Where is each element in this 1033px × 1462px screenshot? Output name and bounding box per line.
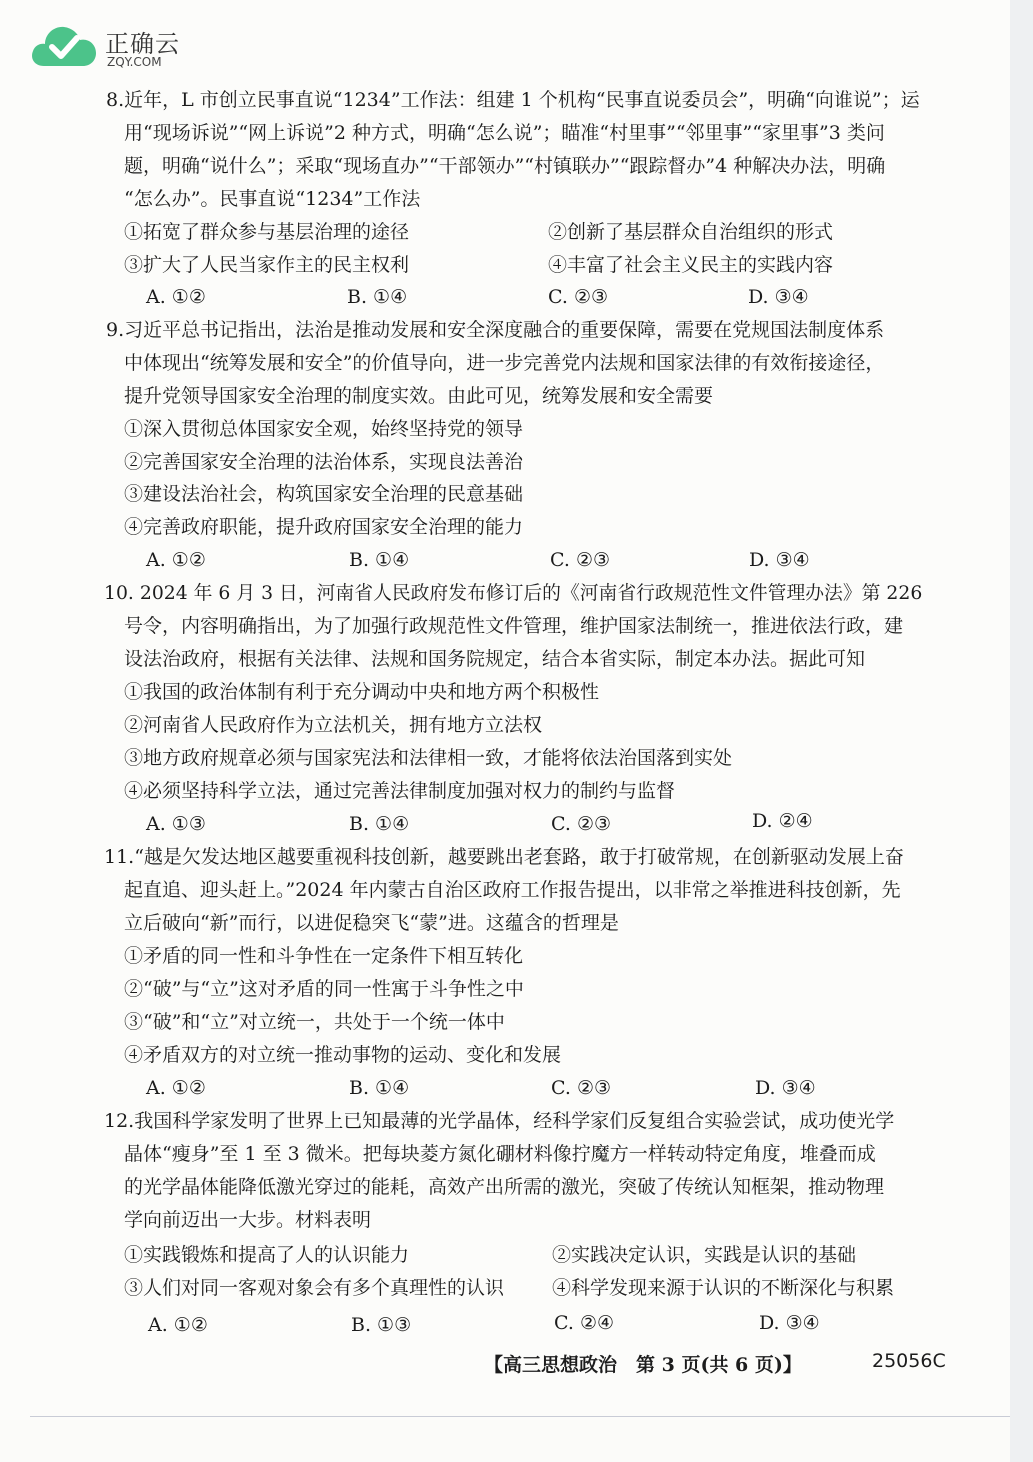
q10-item: ②河南省人民政府作为立法机关，拥有地方立法权 [124, 714, 543, 736]
q8-stem-line: 8.近年，L 市创立民事直说“1234”工作法：组建 1 个机构“民事直说委员会”，明确“向谁说”；运 [106, 89, 920, 111]
q8-choice-b: B. ①④ [347, 286, 408, 308]
q9-item: ④完善政府职能，提升政府国家安全治理的能力 [124, 516, 524, 538]
q8-stem-line: 题，明确“说什么”；采取“现场直办”“干部领办”“村镇联办”“跟踪督办”4 种解决办法，明确 [124, 155, 886, 177]
q8-choice-c: C. ②③ [548, 286, 609, 308]
q12-stem-line: 学向前迈出一大步。材料表明 [124, 1209, 372, 1231]
q12-choice-c: C. ②④ [554, 1312, 615, 1334]
q11-stem-line: 立后破向“新”而行，以进促稳突飞“蒙”进。这蕴含的哲理是 [124, 912, 619, 934]
q10-item: ③地方政府规章必须与国家宪法和法律相一致，才能将依法治国落到实处 [124, 747, 733, 769]
q11-item: ①矛盾的同一性和斗争性在一定条件下相互转化 [124, 945, 524, 967]
q10-choice-c: C. ②③ [551, 813, 612, 835]
q8-item: ①拓宽了群众参与基层治理的途径 [124, 221, 410, 243]
q9-choice-b: B. ①④ [349, 549, 410, 571]
q12-item: ④科学发现来源于认识的不断深化与积累 [552, 1277, 895, 1299]
q12-choice-a: A. ①② [148, 1314, 208, 1336]
q9-stem-line: 提升党领导国家安全治理的制度实效。由此可见，统筹发展和安全需要 [124, 385, 714, 407]
q9-item: ①深入贯彻总体国家安全观，始终坚持党的领导 [124, 418, 524, 440]
q12-stem-line: 晶体“瘦身”至 1 至 3 微米。把每块菱方氮化硼材料像拧魔方一样转动特定角度，堆叠而成 [124, 1143, 876, 1165]
q9-stem-line: 中体现出“统筹发展和安全”的价值导向，进一步完善党内法规和国家法律的有效衔接途径， [124, 352, 885, 374]
q11-choice-b: B. ①④ [349, 1077, 410, 1099]
q10-stem-line: 10. 2024 年 6 月 3 日，河南省人民政府发布修订后的《河南省行政规范性文件管理办法》第 226 [104, 582, 923, 604]
q8-item: ②创新了基层群众自治组织的形式 [548, 221, 834, 243]
q10-stem-line: 号令，内容明确指出，为了加强行政规范性文件管理，维护国家法制统一，推进依法行政，建 [124, 615, 904, 637]
q11-choice-c: C. ②③ [551, 1077, 612, 1099]
q12-stem-line: 的光学晶体能降低激光穿过的能耗，高效产出所需的激光，突破了传统认知框架，推动物理 [124, 1176, 885, 1198]
q10-choice-d: D. ②④ [752, 810, 813, 832]
page-footer-title: 【高三思想政治 第 3 页(共 6 页)】 [484, 1354, 802, 1376]
q12-item: ①实践锻炼和提高了人的认识能力 [124, 1244, 410, 1266]
q11-item: ④矛盾双方的对立统一推动事物的运动、变化和发展 [124, 1044, 562, 1066]
q9-item: ②完善国家安全治理的法治体系，实现良法善治 [124, 451, 524, 473]
q11-stem-line: 起直追、迎头赶上。”2024 年内蒙古自治区政府工作报告提出，以非常之举推进科技创新，先 [124, 879, 901, 901]
q11-item: ②“破”与“立”这对矛盾的同一性寓于斗争性之中 [124, 978, 524, 1000]
brand-domain: ZQY.COM [107, 55, 162, 69]
q11-choice-d: D. ③④ [755, 1077, 816, 1099]
brand-name: 正确云 [105, 30, 180, 58]
q9-choice-c: C. ②③ [550, 549, 611, 571]
q8-choice-d: D. ③④ [748, 286, 809, 308]
q9-choice-a: A. ①② [146, 549, 206, 571]
q9-item: ③建设法治社会，构筑国家安全治理的民意基础 [124, 483, 524, 505]
q12-item: ②实践决定认识，实践是认识的基础 [552, 1244, 857, 1266]
q10-stem-line: 设法治政府，根据有关法律、法规和国务院规定，结合本省实际，制定本办法。据此可知 [124, 648, 866, 670]
q8-item: ③扩大了人民当家作主的民主权利 [124, 254, 410, 276]
q11-item: ③“破”和“立”对立统一，共处于一个统一体中 [124, 1011, 505, 1033]
q12-choice-b: B. ①③ [351, 1314, 412, 1336]
q12-choice-d: D. ③④ [759, 1312, 820, 1334]
q8-stem-line: “怎么办”。民事直说“1234”工作法 [124, 188, 421, 210]
q12-stem-line: 12.我国科学家发明了世界上已知最薄的光学晶体，经科学家们反复组合实验尝试，成功使光学 [104, 1110, 895, 1132]
q10-choice-b: B. ①④ [349, 813, 410, 835]
q11-stem-line: 11.“越是欠发达地区越要重视科技创新，越要跳出老套路，敢于打破常规，在创新驱动发展上奋 [104, 846, 904, 868]
q12-item: ③人们对同一客观对象会有多个真理性的认识 [124, 1277, 505, 1299]
q10-item: ①我国的政治体制有利于充分调动中央和地方两个积极性 [124, 681, 600, 703]
q10-choice-a: A. ①③ [146, 813, 206, 835]
q8-stem-line: 用“现场诉说”“网上诉说”2 种方式，明确“怎么说”；瞄准“村里事”“邻里事”“家里事”3 类问 [124, 122, 885, 144]
q8-choice-a: A. ①② [146, 286, 206, 308]
q11-choice-a: A. ①② [146, 1077, 206, 1099]
q9-stem-line: 9.习近平总书记指出，法治是推动发展和安全深度融合的重要保障，需要在党规国法制度体系 [106, 319, 885, 341]
q8-item: ④丰富了社会主义民主的实践内容 [548, 254, 834, 276]
q10-item: ④必须坚持科学立法，通过完善法律制度加强对权力的制约与监督 [124, 780, 676, 802]
q9-choice-d: D. ③④ [749, 549, 810, 571]
page-footer-code: 25056C [872, 1350, 946, 1372]
